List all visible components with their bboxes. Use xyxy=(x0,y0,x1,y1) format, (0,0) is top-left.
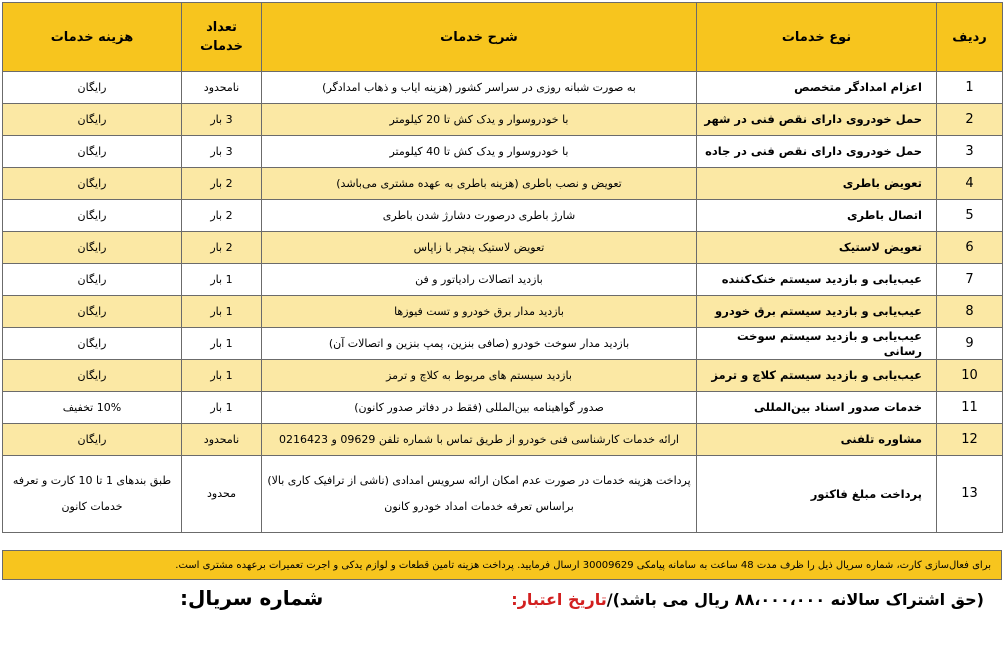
service-cost: رایگان xyxy=(3,168,182,200)
table-row xyxy=(3,136,1003,168)
service-count: 1 بار xyxy=(182,328,262,360)
row-number: 12 xyxy=(937,424,1003,456)
service-cost: رایگان xyxy=(3,136,182,168)
service-description: با خودروسوار و یدک کش تا 40 کیلومتر xyxy=(262,136,697,168)
service-count: 2 بار xyxy=(182,232,262,264)
row-number: 3 xyxy=(937,136,1003,168)
service-type: پرداخت مبلغ فاکتور xyxy=(697,456,937,533)
service-count: 1 بار xyxy=(182,264,262,296)
row-number: 1 xyxy=(937,72,1003,104)
table-row xyxy=(3,296,1003,328)
service-count: 1 بار xyxy=(182,392,262,424)
service-type: عیب‌یابی و بازدید سیستم برق خودرو xyxy=(697,296,937,328)
validity-date-label: تاریخ اعتبار: xyxy=(511,590,607,609)
service-count: 2 بار xyxy=(182,168,262,200)
service-type: تعویض لاستیک xyxy=(697,232,937,264)
table-row xyxy=(3,360,1003,392)
service-count: 1 بار xyxy=(182,360,262,392)
service-description: صدور گواهینامه بین‌المللی (فقط در دفاتر صدور کانون) xyxy=(262,392,697,424)
header-row xyxy=(3,3,1003,72)
table-row xyxy=(3,72,1003,104)
service-type: اعزام امدادگر متخصص xyxy=(697,72,937,104)
service-cost-line: طبق بندهای 1 تا 10 کارت و تعرفه xyxy=(12,474,172,487)
service-description-line: پرداخت هزینه خدمات در صورت عدم امکان ارائه سرویس امدادی (ناشی از ترافیک کاری بالا) xyxy=(267,474,691,487)
header-service-cost: هزینه خدمات xyxy=(3,3,182,72)
services-table xyxy=(2,2,1003,533)
service-type: عیب‌یابی و بازدید سیستم سوخت رسانی xyxy=(697,328,937,360)
service-type: اتصال باطری xyxy=(697,200,937,232)
row-number: 11 xyxy=(937,392,1003,424)
subscription-fee: (حق اشتراک سالانه ۸۸،۰۰۰،۰۰۰ ریال می باشد)/ xyxy=(606,590,984,609)
activation-note: برای فعال‌سازی کارت، شماره سریال ذیل را ظرف مدت 48 ساعت به سامانه پیامکی 30009629 ارسال فرمایید. پرداخت هزینه تامین قطعات و لوازم یدکی و اجرت تعمیرات برعهده مشتری است. xyxy=(2,550,1002,580)
row-number: 5 xyxy=(937,200,1003,232)
service-type: عیب‌یابی و بازدید سیستم کلاچ و ترمز xyxy=(697,360,937,392)
service-cost-line: خدمات کانون xyxy=(61,500,123,513)
header-row-number: ردیف xyxy=(937,3,1003,72)
row-number: 6 xyxy=(937,232,1003,264)
service-count: 1 بار xyxy=(182,296,262,328)
service-type: تعویض باطری xyxy=(697,168,937,200)
table-row xyxy=(3,264,1003,296)
service-cost xyxy=(3,456,182,533)
row-number: 4 xyxy=(937,168,1003,200)
service-type: حمل خودروی دارای نقص فنی در جاده xyxy=(697,136,937,168)
service-description: به صورت شبانه روزی در سراسر کشور (هزینه ایاب و ذهاب امدادگر) xyxy=(262,72,697,104)
service-count: نامحدود xyxy=(182,72,262,104)
service-count: محدود xyxy=(182,456,262,533)
service-cost: رایگان xyxy=(3,264,182,296)
service-description-line: براساس تعرفه خدمات امداد خودرو کانون xyxy=(384,500,574,513)
table-row xyxy=(3,392,1003,424)
service-cost: رایگان xyxy=(3,360,182,392)
service-type: عیب‌یابی و بازدید سیستم خنک‌کننده xyxy=(697,264,937,296)
service-description: تعویض لاستیک پنچر با زاپاس xyxy=(262,232,697,264)
table-row xyxy=(3,328,1003,360)
table-row xyxy=(3,456,1003,533)
service-cost: رایگان xyxy=(3,328,182,360)
serial-number-label: شماره سریال: xyxy=(180,586,324,610)
service-count: 3 بار xyxy=(182,104,262,136)
header-service-count: تعداد خدمات xyxy=(182,3,262,72)
service-count: 2 بار xyxy=(182,200,262,232)
table-row xyxy=(3,424,1003,456)
service-cost: رایگان xyxy=(3,232,182,264)
header-service-type: نوع خدمات xyxy=(697,3,937,72)
row-number: 8 xyxy=(937,296,1003,328)
service-count: نامحدود xyxy=(182,424,262,456)
service-cost: 10% تخفیف xyxy=(3,392,182,424)
service-type: خدمات صدور اسناد بین‌المللی xyxy=(697,392,937,424)
table-row xyxy=(3,232,1003,264)
service-description: بازدید مدار برق خودرو و تست فیوزها xyxy=(262,296,697,328)
service-description: بازدید اتصالات رادیاتور و فن xyxy=(262,264,697,296)
service-count: 3 بار xyxy=(182,136,262,168)
service-cost: رایگان xyxy=(3,296,182,328)
row-number: 10 xyxy=(937,360,1003,392)
row-number: 2 xyxy=(937,104,1003,136)
service-cost: رایگان xyxy=(3,72,182,104)
service-cost: رایگان xyxy=(3,424,182,456)
service-description xyxy=(262,456,697,533)
row-number: 13 xyxy=(937,456,1003,533)
table-row xyxy=(3,200,1003,232)
service-cost: رایگان xyxy=(3,200,182,232)
row-number: 9 xyxy=(937,328,1003,360)
service-description: بازدید مدار سوخت خودرو (صافی بنزین، پمپ بنزین و اتصالات آن) xyxy=(262,328,697,360)
table-row xyxy=(3,168,1003,200)
subscription-info xyxy=(511,590,984,609)
header-service-description: شرح خدمات xyxy=(262,3,697,72)
service-type: حمل خودروی دارای نقص فنی در شهر xyxy=(697,104,937,136)
service-description: تعویض و نصب باطری (هزینه باطری به عهده مشتری می‌باشد) xyxy=(262,168,697,200)
table-row xyxy=(3,104,1003,136)
service-description: بازدید سیستم های مربوط به کلاچ و ترمز xyxy=(262,360,697,392)
service-description: با خودروسوار و یدک کش تا 20 کیلومتر xyxy=(262,104,697,136)
service-description: ارائه خدمات کارشناسی فنی خودرو از طریق تماس با شماره تلفن 09629 و 0216423 xyxy=(262,424,697,456)
service-cost: رایگان xyxy=(3,104,182,136)
service-type: مشاوره تلفنی xyxy=(697,424,937,456)
row-number: 7 xyxy=(937,264,1003,296)
service-description: شارژ باطری درصورت دشارژ شدن باطری xyxy=(262,200,697,232)
